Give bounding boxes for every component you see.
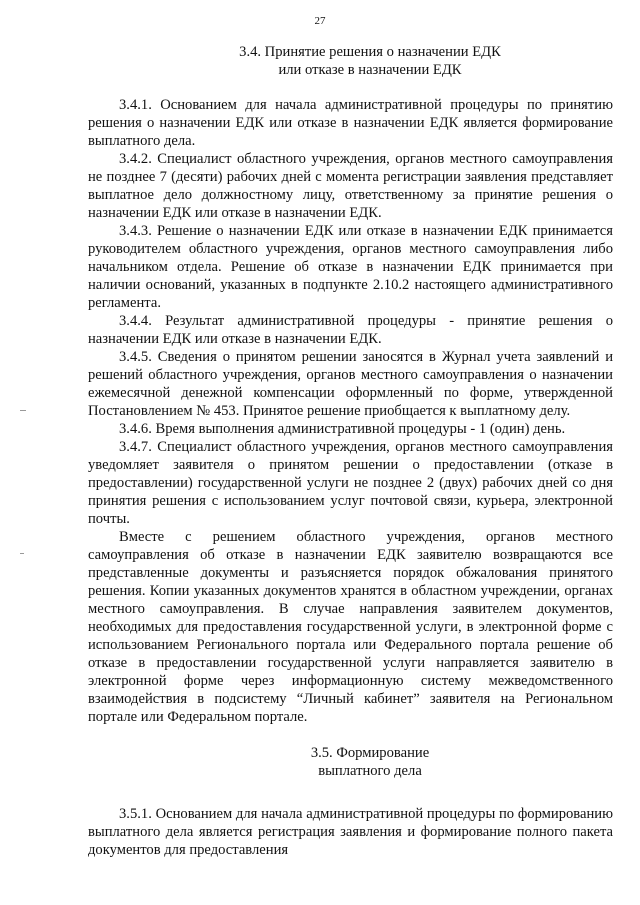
scan-artifact-mark (20, 553, 24, 554)
section-3-5-heading (0, 744, 640, 780)
section-title-line: 3.5. Формирование (310, 745, 430, 761)
section-3-4-heading (0, 43, 640, 79)
scan-artifact-mark (20, 410, 26, 411)
paragraph-3-4-6: 3.4.6. Время выполнения административной процедуры - 1 (один) день. (119, 421, 566, 437)
paragraph-3-4-3: 3.4.3. Решение о назначении ЕДК или отказе в назначении ЕДК принимается руководителем областного учреждения, органов местного самоуправления либо начальником отдела. Решение об отказе в назначении ЕДК принимается при наличии оснований, указанных в подпункте 2.10.2 настоящего административного регламента. (88, 223, 613, 311)
section-title-line: или отказе в назначении ЕДК (278, 62, 462, 78)
paragraph-3-4-4: 3.4.4. Результат административной процедуры - принятие решения о назначении ЕДК или отказе в назначении ЕДК. (88, 313, 613, 347)
paragraph-3-5-1: 3.5.1. Основанием для начала административной процедуры по формированию выплатного дела является регистрация заявления и формирование полного пакета документов для предоставления (88, 806, 613, 858)
paragraph-3-4-1: 3.4.1. Основанием для начала административной процедуры по принятию решения о назначении ЕДК или отказе в назначении ЕДК является формирование выплатного дела. (88, 97, 613, 149)
paragraph-3-4-5: 3.4.5. Сведения о принятом решении заносятся в Журнал учета заявлений и решений областного учреждения, органов местного самоуправления о назначении ежемесячной денежной компенсации оформленный по форме, утвержденной Постановлением № 453. Принятое решение приобщается к выплатному делу. (88, 349, 613, 419)
paragraph-3-4-7: 3.4.7. Специалист областного учреждения, органов местного самоуправления уведомляет заявителя о принятом решении о предоставлении (отказе в предоставлении) государственной услуги не позднее 2 (двух) рабочих дней со дня принятия решения с использованием услуг почтовой связи, курьера, электронной почты. (88, 439, 613, 527)
page-number: 27 (314, 15, 326, 27)
paragraph-3-4-2: 3.4.2. Специалист областного учреждения, органов местного самоуправления не позднее 7 (десяти) рабочих дней с момента регистрации заявления представляет выплатное дело должностному лицу, ответственному за принятие решения о назначении ЕДК или отказе в назначении ЕДК. (88, 151, 613, 221)
section-3-4-body (88, 96, 613, 726)
section-title-line: выплатного дела (318, 763, 422, 779)
section-title-line: 3.4. Принятие решения о назначении ЕДК (239, 44, 501, 60)
paragraph-refusal-details: Вместе с решением областного учреждения, органов местного самоуправления об отказе в назначении ЕДК заявителю возвращаются все представленные документы и разъясняется порядок обжалования принятого решения. Копии указанных документов хранятся в областном учреждении, органах местного самоуправления. В случае направления заявителем документов, необходимых для предоставления государственной услуги, в электронной форме с использованием Регионального портала или Федерального портала решение об отказе в предоставлении государственной услуги направляется заявителю в электронной форме через информационную систему межведомственного взаимодействия в подсистему “Личный кабинет” заявителя на Региональном портале или Федеральном портале. (88, 529, 613, 725)
section-3-5-body (88, 805, 613, 859)
